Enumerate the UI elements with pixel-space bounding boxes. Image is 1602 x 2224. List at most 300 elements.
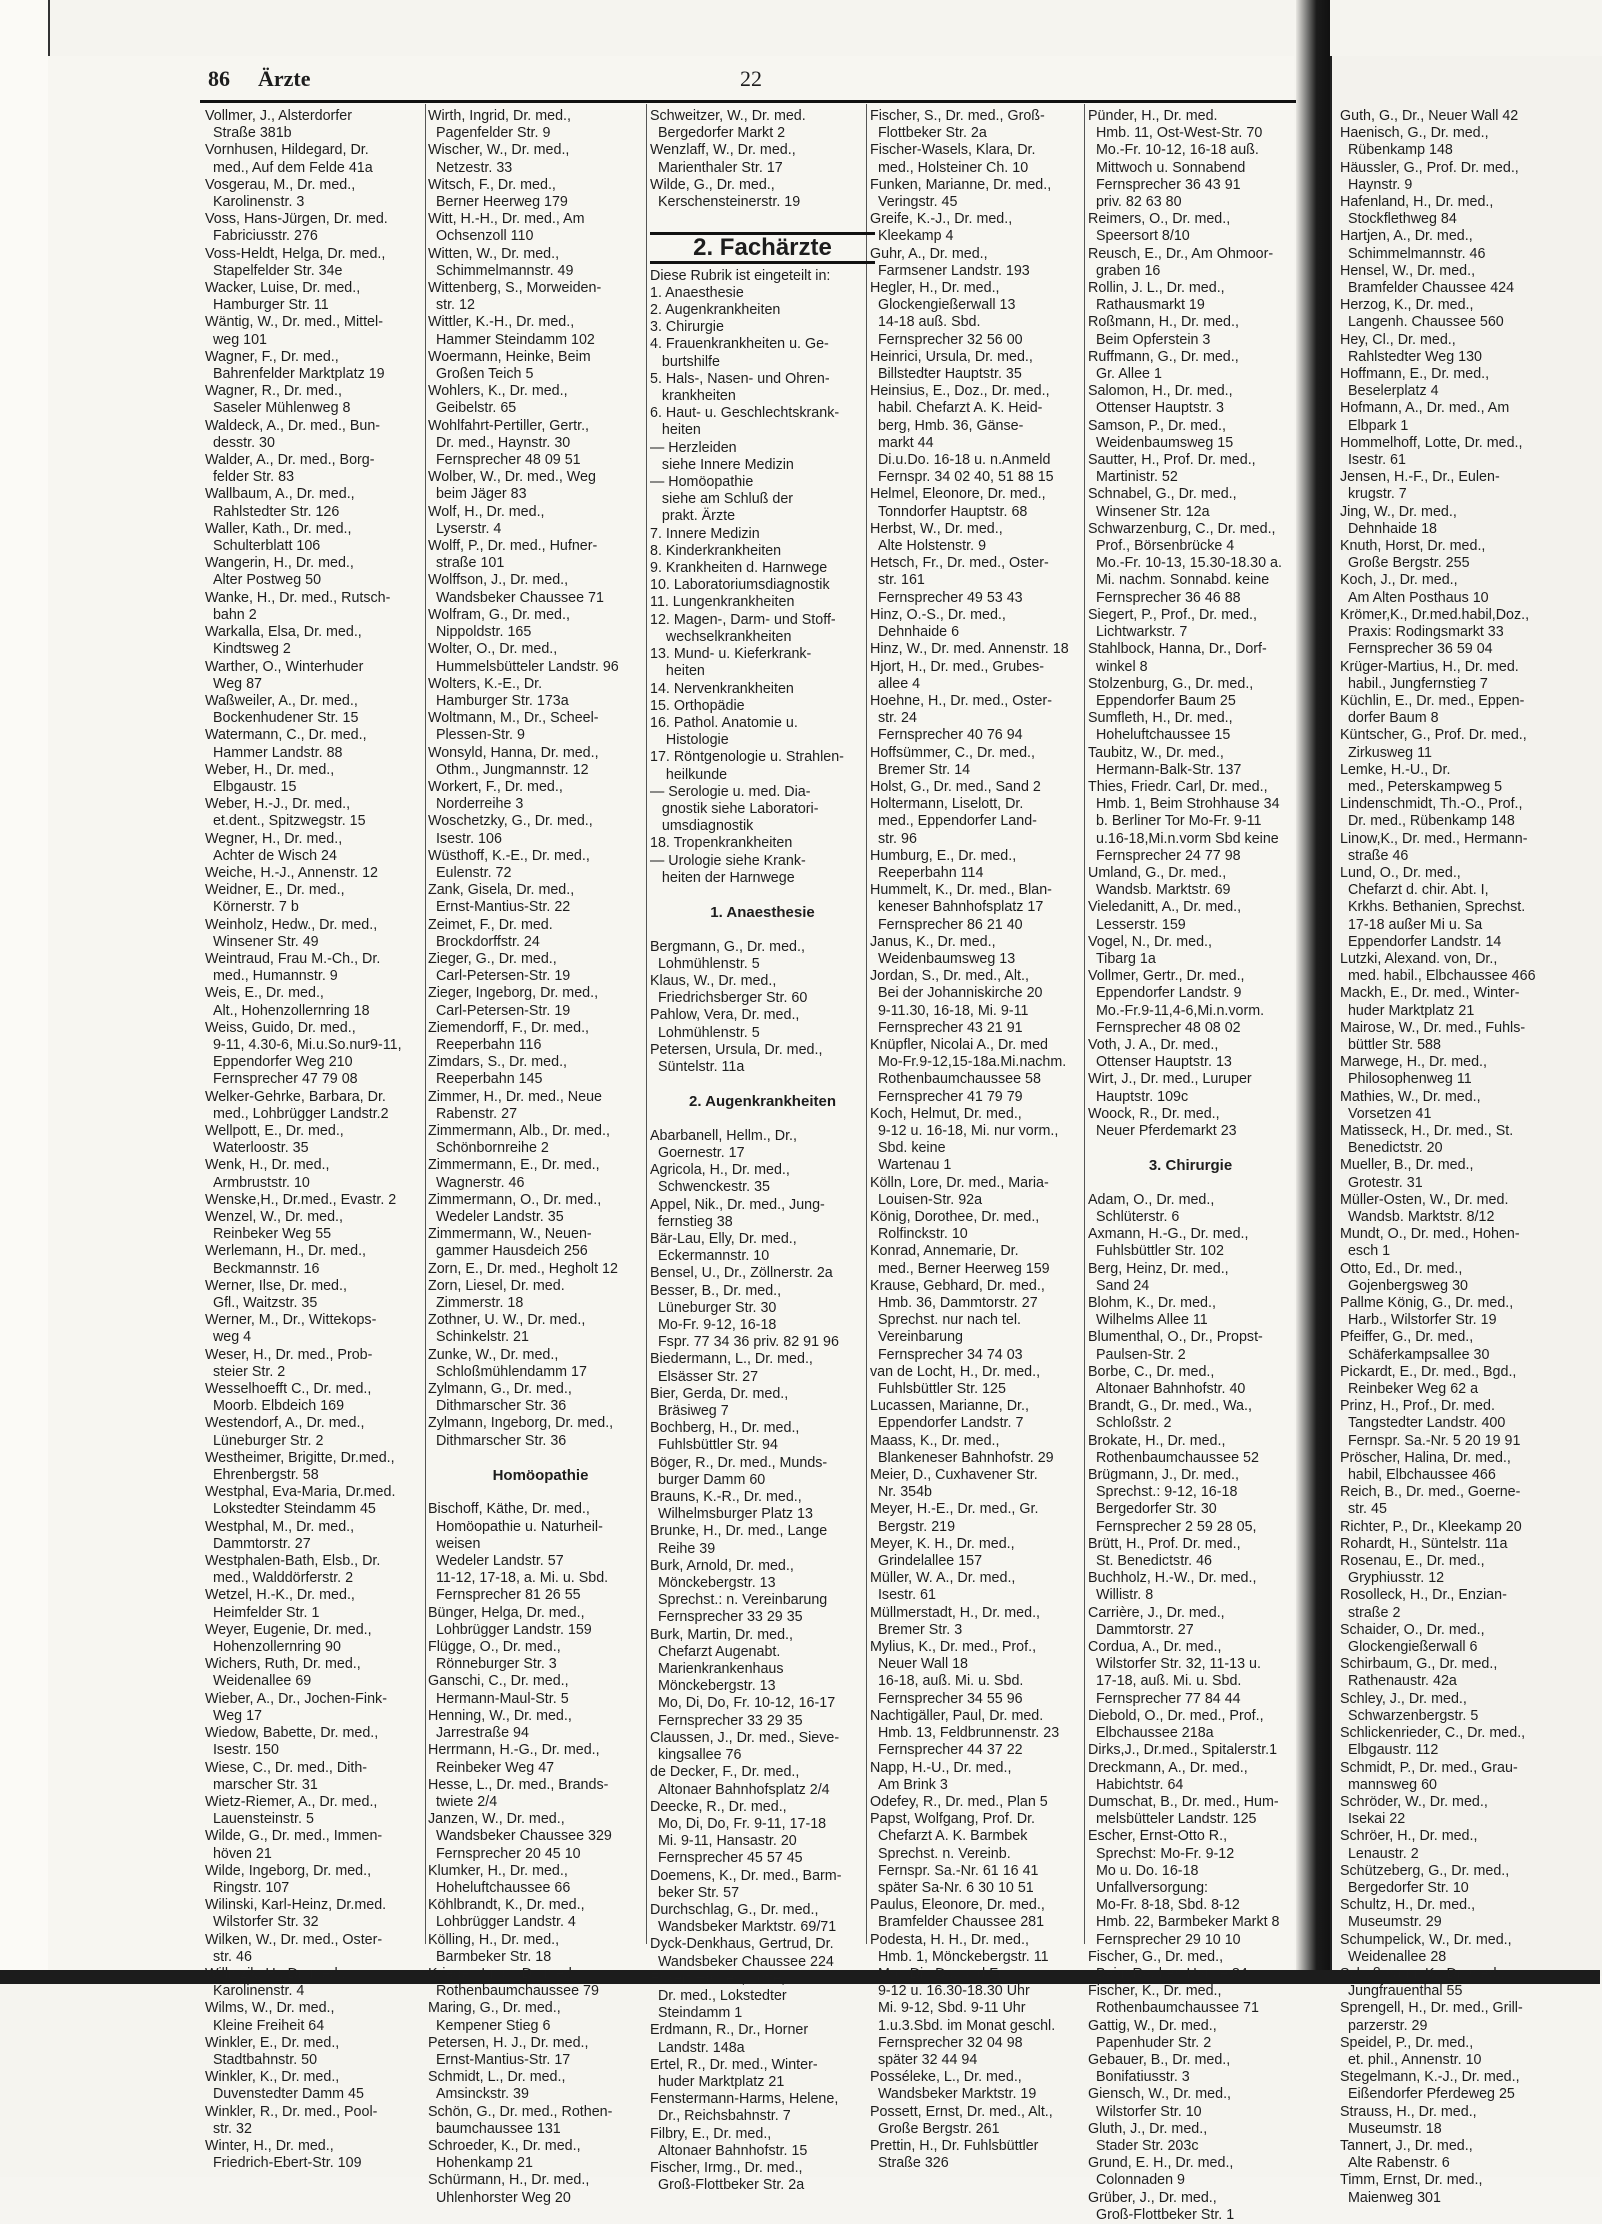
page-number: 86 [208, 66, 230, 91]
entry-line: str. 12 [435, 297, 475, 314]
entry-line: Knuth, Horst, Dr. med., [1340, 538, 1486, 555]
entry-line: Dr. med., Haynstr. 30 [435, 434, 571, 451]
entry-line: Heimfelder Str. 1 [212, 1604, 320, 1621]
entry-line: Weser, H., Dr. med., Prob- [205, 1346, 373, 1363]
entry-line: Bergedorfer Str. 30 [1095, 1501, 1217, 1518]
entry-line: Isestr. 150 [212, 1742, 279, 1759]
entry-line: Böger, R., Dr. med., Munds- [650, 1454, 828, 1471]
entry-line: Taubitz, W., Dr. med., [1088, 744, 1224, 761]
entry-line: Hartjen, A., Dr. med., [1340, 228, 1473, 245]
entry-line: Moorb. Elbdeich 169 [212, 1398, 345, 1415]
entry-line: Vereinbarung [877, 1329, 964, 1346]
entry-line: Wüsthoff, K.-E., Dr. med., [428, 847, 590, 864]
entry-line: Waldeck, A., Dr. med., Bun- [205, 417, 381, 434]
entry-line: Schinkelstr. 21 [435, 1329, 529, 1346]
entry-line: Vollmer, Gertr., Dr. med., [1088, 968, 1245, 985]
entry-line: Winsener Str. 49 [212, 933, 319, 950]
entry-line: Plessen-Str. 9 [435, 727, 525, 744]
entry-line: Fernspr. 34 02 40, 51 88 15 [877, 469, 1054, 486]
entry-line: Strauss, H., Dr. med., [1340, 2103, 1477, 2120]
entry-line: 1. Anaesthesie [650, 284, 744, 301]
directory-column-3 [650, 108, 875, 2194]
entry-line: Humburg, E., Dr. med., [870, 847, 1017, 864]
entry-line: Wanke, H., Dr. med., Rutsch- [205, 589, 391, 606]
entry-line: Rothenbaumchaussee 79 [435, 1983, 599, 2000]
entry-line: Wilstorfer Str. 32, 11-13 u. [1095, 1656, 1261, 1673]
entry-line: Mackh, E., Dr. med., Winter- [1340, 985, 1520, 1002]
entry-line: Köhlbrandt, K., Dr. med., [428, 1897, 585, 1914]
entry-line: Mönckebergstr. 13 [657, 1575, 776, 1592]
entry-line: Ringstr. 107 [212, 1879, 290, 1896]
entry-line: Diese Rubrik ist eingeteilt in: [650, 267, 831, 284]
entry-line: Bahrenfelder Marktplatz 19 [212, 366, 385, 383]
entry-line: 17-18, auß. Mi. u. Sbd. [1095, 1673, 1242, 1690]
entry-line: Groß-Flottbeker Str. 2a [657, 2177, 805, 2194]
entry-line: winkel 8 [1095, 658, 1148, 675]
entry-line: Claussen, J., Dr. med., Sieve- [650, 1729, 840, 1746]
entry-line: Prettin, H., Dr. Fuhlsbüttler [870, 2137, 1039, 2154]
entry-line: Fernsprecher 40 76 94 [877, 727, 1023, 744]
entry-line: Alte Holstenstr. 9 [877, 538, 987, 555]
entry-line: burger Damm 60 [657, 1471, 766, 1488]
entry-line: Dehnhaide 18 [1347, 520, 1437, 537]
entry-line: Vogel, N., Dr. med., [1088, 933, 1212, 950]
entry-line: Hohenzollernring 90 [212, 1639, 341, 1656]
entry-line: Berner Heerweg 179 [435, 194, 568, 211]
entry-line: Ernst-Mantius-Str. 22 [435, 899, 571, 916]
entry-line: Warkalla, Elsa, Dr. med., [205, 624, 362, 641]
entry-line: Tangstedter Landstr. 400 [1347, 1415, 1506, 1432]
entry-line: Hamburger Str. 173a [435, 692, 569, 709]
entry-line: Rosenau, E., Dr. med., [1340, 1553, 1485, 1570]
entry-line: Appel, Nik., Dr. med., Jung- [650, 1196, 825, 1213]
entry-line: Voth, J. A., Dr. med., [1088, 1036, 1219, 1053]
entry-line: Schley, J., Dr. med., [1340, 1690, 1467, 1707]
entry-line: Sprechst: Mo-Fr. 9-12 [1095, 1845, 1235, 1862]
entry-line: Fernspr. Sa.-Nr. 5 20 19 91 [1347, 1432, 1521, 1449]
entry-line: Grüber, J., Dr. med., [1088, 2189, 1217, 2206]
entry-line: Fernsprecher 20 45 10 [435, 1845, 581, 1862]
entry-line: Wartenau 1 [877, 1157, 952, 1174]
entry-line: str. 96 [877, 830, 917, 847]
entry-line: Brandt, G., Dr. med., Wa., [1088, 1398, 1252, 1415]
entry-line: Große Bergstr. 255 [1347, 555, 1470, 572]
entry-line: krankheiten [661, 388, 736, 405]
entry-line: Walder, A., Dr. med., Borg- [205, 452, 375, 469]
entry-line: Holtermann, Liselott, Dr. [870, 796, 1024, 813]
entry-line: Dirks,J., Dr.med., Spitalerstr.1 [1088, 1742, 1278, 1759]
entry-line: Hauptstr. 109c [1095, 1088, 1189, 1105]
entry-line: Zimmermann, O., Dr. med., [428, 1191, 602, 1208]
entry-line: Hjort, H., Dr. med., Grubes- [870, 658, 1044, 675]
entry-line: str. 45 [1347, 1501, 1387, 1518]
entry-line: Lemke, H.-U., Dr. [1340, 761, 1451, 778]
entry-line: Wenzlaff, W., Dr. med., [650, 142, 796, 159]
entry-line: huder Marktplatz 21 [657, 2073, 785, 2090]
entry-line: Carl-Petersen-Str. 19 [435, 968, 571, 985]
entry-line: Mo.-Fr. 10-12, 16-18 auß. [1095, 142, 1259, 159]
entry-line: Kerschensteinerstr. 19 [657, 194, 801, 211]
entry-line: Stahlbock, Hanna, Dr., Dorf- [1088, 641, 1267, 658]
entry-line: Mathies, W., Dr. med., [1340, 1088, 1481, 1105]
entry-line: Ochsenzoll 110 [435, 228, 534, 245]
entry-line: Berg, Heinz, Dr. med., [1088, 1260, 1229, 1277]
entry-line: Bockenhudener Str. 15 [212, 710, 359, 727]
subsection-heading: Homöopathie [492, 1467, 589, 1485]
entry-line: Hey, Cl., Dr. med., [1340, 331, 1456, 348]
entry-line: Wandsbeker Chaussee 224 [657, 1953, 834, 1970]
entry-line: Hofmann, A., Dr. med., Am [1340, 400, 1510, 417]
directory-column-4 [870, 108, 1095, 2172]
entry-line: Helmel, Eleonore, Dr. med., [870, 486, 1046, 503]
entry-line: 18. Tropenkrankheiten [650, 835, 793, 852]
entry-line: Neuer Wall 18 [877, 1656, 969, 1673]
entry-line: b. Berliner Tor Mo-Fr. 9-11 [1095, 813, 1262, 830]
entry-line: Koch, J., Dr. med., [1340, 572, 1458, 589]
entry-line: Zorn, E., Dr. med., Hegholt 12 [428, 1260, 618, 1277]
entry-line: Armbruststr. 10 [212, 1174, 310, 1191]
entry-line: Wagner, F., Dr. med., [205, 348, 339, 365]
entry-line: Schwarzenburg, C., Dr. med., [1088, 520, 1276, 537]
entry-line: Wangerin, H., Dr. med., [205, 555, 354, 572]
entry-line: straße 46 [1347, 847, 1409, 864]
entry-line: Rönneburger Str. 3 [435, 1656, 557, 1673]
page-header [200, 60, 1296, 100]
entry-line: Petersen, H. J., Dr. med., [428, 2034, 589, 2051]
entry-line: Schürmann, H., Dr. med., [428, 2172, 590, 2189]
entry-line: Meyer, K. H., Dr. med., [870, 1535, 1015, 1552]
entry-line: Sprechst.: n. Vereinbarung [657, 1592, 828, 1609]
entry-line: Wiedow, Babette, Dr. med., [205, 1725, 379, 1742]
entry-line: Kölln, Lore, Dr. med., Maria- [870, 1174, 1049, 1191]
entry-line: 14-18 auß. Sbd. [877, 314, 981, 331]
entry-line: Westphalen-Bath, Elsb., Dr. [205, 1553, 381, 1570]
entry-line: Reeperbahn 116 [435, 1036, 542, 1053]
entry-line: Lutzki, Alexand. von, Dr., [1340, 950, 1498, 967]
entry-line: Krkhs. Bethanien, Sprechst. [1347, 899, 1526, 916]
entry-line: Rübenkamp 148 [1347, 142, 1453, 159]
entry-line: Mueller, B., Dr. med., [1340, 1157, 1474, 1174]
entry-line: Elbgaustr. 15 [212, 778, 297, 795]
directory-column-2 [428, 108, 653, 2206]
facing-page-column [1340, 108, 1590, 2206]
entry-line: Gebauer, B., Dr. med., [1088, 2051, 1231, 2068]
entry-line: Stapelfelder Str. 34e [212, 262, 343, 279]
entry-line: Colonnaden 9 [1095, 2172, 1185, 2189]
entry-line: Wolf, H., Dr. med., [428, 503, 545, 520]
entry-line: Zylmann, G., Dr. med., [428, 1381, 572, 1398]
entry-line: Gfl., Waitzstr. 35 [212, 1295, 318, 1312]
entry-line: Weiss, Guido, Dr. med., [205, 1019, 356, 1036]
entry-line: Fernsprecher 33 29 35 [657, 1712, 803, 1729]
entry-line: bahn 2 [212, 606, 257, 623]
entry-line: med., Holsteiner Ch. 10 [877, 159, 1029, 176]
entry-line: Zimmermann, E., Dr. med., [428, 1157, 600, 1174]
entry-line: Haenisch, G., Dr. med., [1340, 125, 1489, 142]
entry-line: 9-12 u. 16-18, Mi. nur vorm., [877, 1122, 1059, 1139]
entry-line: Stockflethweg 84 [1347, 211, 1457, 228]
entry-line: Grotestr. 31 [1347, 1174, 1423, 1191]
entry-line: Petersen, Ursula, Dr. med., [650, 1041, 823, 1058]
entry-line: Schroeder, K., Dr. med., [428, 2137, 581, 2154]
entry-line: Werner, M., Dr., Wittekops- [205, 1312, 377, 1329]
entry-line: Henning, W., Dr. med., [428, 1707, 572, 1724]
entry-line: Herzog, K., Dr. med., [1340, 297, 1474, 314]
entry-line: Hoehne, H., Dr. med., Oster- [870, 692, 1052, 709]
entry-line: Hoheluftchaussee 66 [435, 1879, 571, 1896]
entry-line: Pröscher, Halina, Dr. med., [1340, 1449, 1511, 1466]
entry-line: Reusch, E., Dr., Am Ohmoor- [1088, 245, 1274, 262]
entry-line: Bischoff, Käthe, Dr. med., [428, 1501, 590, 1518]
entry-line: Fernsprecher 49 53 43 [877, 589, 1023, 606]
entry-line: Rahlstedter Str. 126 [212, 503, 340, 520]
section-title: Ärzte [258, 66, 311, 91]
entry-line: Diebold, O., Dr. med., Prof., [1088, 1707, 1264, 1724]
entry-line: Lesserstr. 159 [1095, 916, 1186, 933]
entry-line: Guhr, A., Dr. med., [870, 245, 988, 262]
entry-line: 9. Krankheiten d. Harnwege [650, 560, 828, 577]
entry-line: Zieger, Ingeborg, Dr. med., [428, 985, 599, 1002]
entry-line: Buchholz, H.-W., Dr. med., [1088, 1570, 1257, 1587]
entry-line: Fabriciusstr. 276 [212, 228, 318, 245]
entry-line: St. Benedictstr. 46 [1095, 1553, 1212, 1570]
entry-line: Speersort 8/10 [1095, 228, 1190, 245]
entry-line: Hmb. 1, Beim Strohhause 34 [1095, 796, 1280, 813]
entry-line: Papenhuder Str. 2 [1095, 2034, 1212, 2051]
entry-line: Zylmann, Ingeborg, Dr. med., [428, 1415, 614, 1432]
entry-line: Marwege, H., Dr. med., [1340, 1054, 1487, 1071]
entry-line: Mi. 9-12, Sbd. 9-11 Uhr [877, 2000, 1026, 2017]
entry-line: Stegelmann, K.-J., Dr. med., [1340, 2069, 1520, 2086]
entry-line: Watermann, C., Dr. med., [205, 727, 367, 744]
entry-line: Vieledanitt, A., Dr. med., [1088, 899, 1242, 916]
entry-line: Wandsb. Marktstr. 8/12 [1347, 1209, 1495, 1225]
entry-line: Zimmermann, Alb., Dr. med., [428, 1122, 610, 1139]
entry-line: beker Str. 57 [657, 1884, 740, 1901]
entry-line: Krömer,K., Dr.med.habil,Doz., [1340, 606, 1530, 623]
entry-line: Possett, Ernst, Dr. med., Alt., [870, 2103, 1053, 2120]
entry-line: Marienkrankenhaus [657, 1661, 784, 1678]
entry-line: Beim Rauhen Hause 84 [1095, 1965, 1248, 1982]
entry-line: Blohm, K., Dr. med., [1088, 1295, 1216, 1312]
entry-line: Napp, H.-U., Dr. med., [870, 1759, 1012, 1776]
entry-line: Dithmarscher Str. 36 [435, 1432, 567, 1449]
entry-line: burtshilfe [661, 353, 720, 370]
entry-line: mannsweg 60 [1347, 1776, 1437, 1793]
entry-line: Klumker, H., Dr. med., [428, 1862, 568, 1879]
entry-line: Neuer Pferdemarkt 23 [1095, 1122, 1237, 1139]
entry-line: Vornhusen, Hildegard, Dr. [205, 142, 369, 159]
entry-line: Bergstr. 219 [877, 1518, 956, 1535]
entry-line: Eppendorfer Landstr. 7 [877, 1415, 1024, 1432]
entry-line: Müller-Osten, W., Dr. med. [1340, 1191, 1509, 1208]
entry-line: Wandsbeker Chaussee 71 [435, 589, 604, 606]
entry-line: Bergedorfer Markt 2 [657, 125, 786, 142]
entry-line: Weidenbaumsweg 15 [1095, 434, 1234, 451]
entry-line: Meier, D., Cuxhavener Str. [870, 1467, 1038, 1484]
entry-line: straße 101 [435, 555, 505, 572]
entry-line: weg 101 [212, 331, 268, 348]
entry-line: keneser Bahnhofsplatz 17 [877, 899, 1044, 916]
entry-line: Karolinenstr. 4 [212, 1983, 305, 2000]
entry-line: Fuhlsbüttler Str. 102 [1095, 1243, 1224, 1260]
entry-line: Hinz, O.-S., Dr. med., [870, 606, 1006, 623]
entry-line: Richter, P., Dr., Kleekamp 20 [1340, 1518, 1522, 1535]
entry-line: med., Auf dem Felde 41a [212, 159, 373, 176]
entry-line: et.dent., Spitzwegstr. 15 [212, 813, 366, 830]
entry-line: u.16-18,Mi.n.vorm Sbd keine [1095, 830, 1279, 847]
entry-line: Mairose, W., Dr. med., Fuhls- [1340, 1019, 1526, 1036]
directory-column-5 [1088, 108, 1293, 2223]
entry-line: Fernsprecher 77 84 44 [1095, 1690, 1241, 1707]
entry-line: Greife, K.-J., Dr. med., [870, 211, 1013, 228]
entry-line: Fischer, K., Dr. med., [1088, 1983, 1222, 2000]
entry-line: Karolinenstr. 3 [212, 194, 305, 211]
entry-line: Schirbaum, G., Dr. med., [1340, 1656, 1498, 1673]
entry-line: 5. Hals-, Nasen- und Ohren- [650, 370, 830, 387]
entry-line: Fernsprecher 41 79 79 [877, 1088, 1023, 1105]
entry-line: Isestr. 106 [435, 830, 502, 847]
entry-line: Westendorf, A., Dr. med., [205, 1415, 365, 1432]
entry-line: Mittwoch u. Sonnabend [1095, 159, 1246, 176]
entry-line: Wolfram, G., Dr. med., [428, 606, 570, 623]
entry-line: 2. Augenkrankheiten [650, 302, 781, 319]
entry-line: Gojenbergsweg 30 [1347, 1277, 1468, 1294]
entry-line: med., Berner Heerweg 159 [877, 1260, 1050, 1277]
entry-line: Funken, Marianne, Dr. med., [870, 176, 1052, 193]
entry-line: Dr., Reichsbahnstr. 7 [657, 2108, 791, 2125]
entry-line: 9-11.30, 16-18, Mi. 9-11 [877, 1002, 1029, 1019]
entry-line: Maring, G., Dr. med., [428, 2000, 561, 2017]
entry-line: de Decker, F., Dr. med., [650, 1764, 800, 1781]
entry-line: Wenzel, W., Dr. med., [205, 1209, 343, 1225]
entry-line: Tibarg 1a [1095, 950, 1156, 967]
entry-line: Am Alten Posthaus 10 [1347, 589, 1489, 606]
entry-line: Prof., Börsenbrücke 4 [1095, 538, 1235, 555]
entry-line: Achter de Wisch 24 [212, 847, 337, 864]
entry-line: Kölling, H., Dr. med., [428, 1931, 560, 1948]
entry-line: Geibelstr. 65 [435, 400, 517, 417]
entry-line: Fernsprecher 48 08 02 [1095, 1019, 1241, 1036]
entry-line: heilkunde [665, 766, 728, 783]
entry-line: Schmidt, P., Dr. med., Grau- [1340, 1759, 1518, 1776]
entry-line: Grund, E. H., Dr. med., [1088, 2155, 1234, 2172]
entry-line: Altonaer Bahnhofstr. 15 [657, 2142, 808, 2159]
entry-line: Veringstr. 45 [877, 194, 958, 211]
entry-line: 13. Mund- u. Kieferkrank- [650, 646, 812, 663]
entry-line: heiten [661, 422, 701, 439]
entry-line: Hohenkamp 21 [435, 2155, 533, 2172]
entry-line: Chefarzt Augenabt. [657, 1643, 781, 1660]
entry-line: Woock, R., Dr. med., [1088, 1105, 1220, 1122]
entry-line: Philosophenweg 11 [1347, 1071, 1472, 1088]
entry-line: Pickardt, E., Dr. med., Bgd., [1340, 1363, 1517, 1380]
entry-line: Wetzel, H.-K., Dr. med., [205, 1587, 355, 1604]
entry-line: Körnerstr. 7 b [212, 899, 299, 916]
entry-line: — Homöopathie [650, 474, 754, 491]
entry-line: Flügge, O., Dr. med., [428, 1639, 561, 1656]
entry-line: Weinholz, Hedw., Dr. med., [205, 916, 378, 933]
entry-line: Wagnerstr. 46 [435, 1174, 525, 1191]
entry-line: habil. Chefarzt A. K. Heid- [877, 400, 1043, 417]
entry-line: Wischer, W., Dr. med., [428, 142, 570, 159]
entry-line: Janzen, W., Dr. med., [428, 1811, 565, 1828]
entry-line: Borbe, C., Dr. med., [1088, 1363, 1215, 1380]
entry-line: Straße 381b [212, 125, 292, 142]
entry-line: Elbchaussee 218a [1095, 1725, 1214, 1742]
entry-line: Bier, Gerda, Dr. med., [650, 1385, 789, 1402]
entry-line: Müllmerstadt, H., Dr. med., [870, 1604, 1041, 1621]
entry-line: Praxis: Rodingsmarkt 33 [1347, 624, 1504, 641]
entry-line: Habichtstr. 64 [1095, 1776, 1184, 1793]
entry-line: Wedeler Landstr. 35 [435, 1209, 564, 1225]
entry-line: Westphal, M., Dr. med., [205, 1518, 355, 1535]
entry-line: Alt., Hohenzollernring 18 [212, 1002, 370, 1019]
entry-line: 8. Kinderkrankheiten [650, 542, 782, 559]
entry-line: 7. Innere Medizin [650, 525, 760, 542]
entry-line: Fernsprecher 48 09 51 [435, 452, 581, 469]
entry-line: Wilstorfer Str. 32 [212, 1914, 319, 1931]
entry-line: Fischer, G., Dr. med., [1088, 1948, 1224, 1965]
entry-line: esch 1 [1347, 1243, 1391, 1260]
entry-line: Küchlin, E., Dr. med., Eppen- [1340, 692, 1525, 709]
entry-line: Deecke, R., Dr. med., [650, 1798, 787, 1815]
entry-line: Cordua, A., Dr. med., [1088, 1639, 1222, 1656]
entry-line: Gluth, J., Dr. med., [1088, 2120, 1208, 2137]
entry-line: huder Marktplatz 21 [1347, 1002, 1475, 1019]
entry-line: Bochberg, H., Dr. med., [650, 1420, 800, 1437]
entry-line: Mi. 9-11, Hansastr. 20 [657, 1833, 797, 1850]
entry-line: prakt. Ärzte [661, 508, 736, 525]
entry-line: Woltmann, M., Dr., Scheel- [428, 710, 599, 727]
section-heading: 2. Fachärzte [650, 232, 875, 263]
entry-line: Zunke, W., Dr. med., [428, 1346, 559, 1363]
entry-line: Schloßstr. 2 [1095, 1415, 1172, 1432]
entry-line: 10. Laboratoriumsdiagnostik [650, 577, 830, 594]
entry-line: Schloßmühlendamm 17 [435, 1363, 587, 1380]
entry-line: Hammer Landstr. 88 [212, 744, 343, 761]
entry-line: med., Peterskampweg 5 [1347, 778, 1503, 795]
entry-line: Wittenberg, S., Morweiden- [428, 280, 602, 297]
entry-line: Mo-Fr.9-12,15-18a.Mi.nachm. [877, 1054, 1067, 1071]
entry-line: heiten [665, 663, 705, 680]
entry-line: et. phil., Annenstr. 10 [1347, 2051, 1482, 2068]
entry-line: Häussler, G., Prof. Dr. med., [1340, 159, 1519, 176]
entry-line: Bräsiweg 7 [657, 1403, 729, 1420]
entry-line: Fernsprecher 81 26 55 [435, 1587, 581, 1604]
entry-line: Ottenser Hauptstr. 13 [1095, 1054, 1232, 1071]
entry-line: Reinbeker Weg 55 [212, 1226, 332, 1243]
entry-line: Langenh. Chaussee 560 [1347, 314, 1504, 331]
entry-line: Carl-Petersen-Str. 19 [435, 1002, 571, 1019]
entry-line: Wietz-Riemer, A., Dr. med., [205, 1793, 378, 1810]
entry-line: Wittler, K.-H., Dr. med., [428, 314, 575, 331]
entry-line: Gattig, W., Dr. med., [1088, 2017, 1217, 2034]
entry-line: Norderreihe 3 [435, 796, 524, 813]
entry-line: Zothner, U. W., Dr. med., [428, 1312, 586, 1329]
entry-line: Schulterblatt 106 [212, 538, 321, 555]
entry-line: Thies, Friedr. Carl, Dr. med., [1088, 778, 1268, 795]
entry-line: Hegler, H., Dr. med., [870, 280, 1000, 297]
entry-line: 11-12, 17-18, a. Mi. u. Sbd. [435, 1570, 609, 1587]
entry-line: Schröder, W., Dr. med., [1340, 1793, 1488, 1810]
entry-line: Burk, Martin, Dr. med., [650, 1626, 794, 1643]
entry-line: Dreckmann, A., Dr. med., [1088, 1759, 1248, 1776]
entry-line: Winter, H., Dr. med., [205, 2137, 334, 2154]
entry-line: parzerstr. 29 [1347, 2017, 1428, 2034]
entry-line: Fspr. 77 34 36 priv. 82 91 96 [657, 1334, 839, 1351]
entry-line: Eulenstr. 72 [435, 864, 512, 881]
